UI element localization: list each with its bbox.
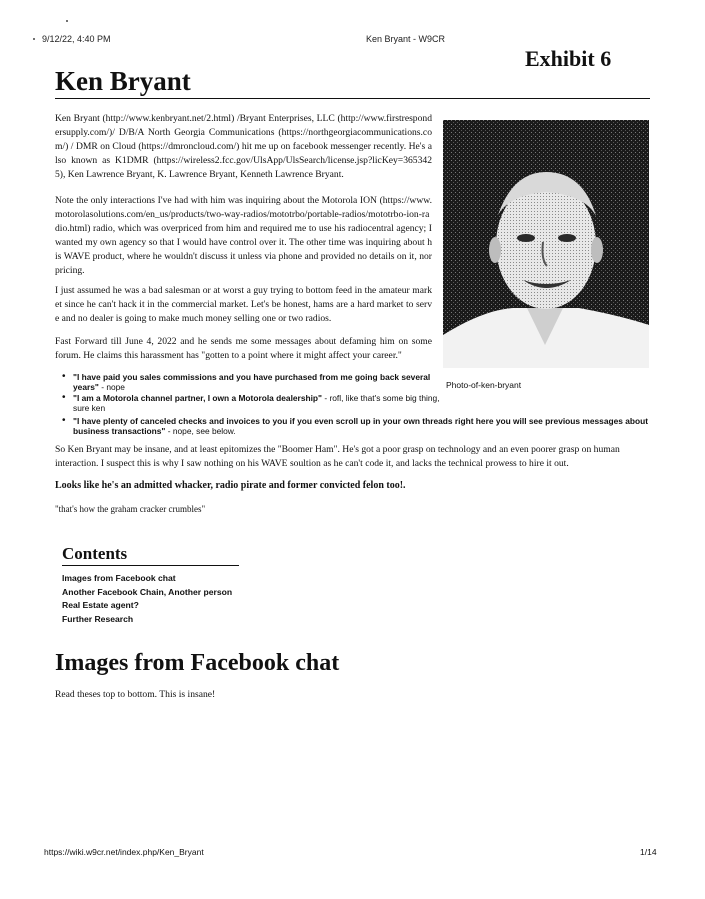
claim-quote: "I am a Motorola channel partner, I own a Motorola dealership"	[73, 393, 323, 403]
photo-caption: Photo-of-ken-bryant	[446, 380, 522, 390]
claim-quote: "I have paid you sales commissions and you have purchased from me going back several years"	[73, 372, 431, 392]
list-item	[62, 393, 450, 413]
section-text: Read theses top to bottom. This is insane!	[55, 689, 216, 700]
contents-heading: Contents	[62, 544, 128, 563]
toc-link-another-chain[interactable]: Another Facebook Chain, Another person	[62, 586, 233, 597]
print-page-title: Ken Bryant - W9CR	[366, 34, 446, 44]
claim-response: - rofl, like that's some big thing, sure ken	[73, 393, 440, 413]
toc-link-further-research[interactable]: Further Research	[62, 614, 134, 625]
list-item	[62, 372, 450, 392]
claims-list	[62, 372, 450, 414]
page-url: https://wiki.w9cr.net/index.php/Ken_Bryant	[44, 847, 204, 857]
page-number: 1/14	[640, 847, 657, 857]
portrait-photo	[443, 120, 649, 368]
intro-paragraph: Ken Bryant (http://www.kenbryant.net/2.html) /Bryant Enterprises, LLC (http://www.firstrespondersupply.com/)/ D/B/A North Georgia Communications (https://northgeorgiacommunications.com/) / DMR on Cloud (https://dmroncloud.com/) hit me up on facebook messenger recently. He's also known as K1DMR (https://wireless2.fcc.gov/UlsApp/UlsSearch/license.jsp?licKey=3653425), Ken Lawrence Bryant, K. Lawrence Bryant, Kenneth Lawrence Bryant.	[55, 113, 432, 180]
table-of-contents	[62, 572, 232, 627]
claim-response: - nope, see below.	[165, 426, 236, 436]
section-heading: Images from Facebook chat	[55, 650, 340, 676]
fast-forward-paragraph: Fast Forward till June 4, 2022 and he sends me some messages about defaming him on some forum. He claims this harassment has "gotten to a point where it might affect your career."	[55, 336, 432, 361]
scan-speck	[33, 38, 35, 40]
interaction-paragraph: Note the only interactions I've had with him was inquiring about the Motorola ION (https://www.motorolasolutions.com/en_us/products/two-way-radios/mototrbo/portable-radios/mototrbo-ion-radio.html) radio, which was overpriced from him and required me to use his radiocentral agency; I wanted my own agency so that I would have control over it. The other time was inquiring about his WAVE product, where he wouldn't discuss it unless via phone and provided no details on it, nor pricing.	[55, 195, 432, 276]
claims-list-continued	[62, 416, 652, 437]
quote-line: "that's how the graham cracker crumbles"	[55, 504, 206, 514]
boomer-ham-paragraph: So Ken Bryant may be insane, and at least epitomizes the "Boomer Ham". He's got a poor grasp on technology and an even poorer grasp on human interaction. I suspect this is why I saw nothing on his WAVE soultion as he can't code it, and lacks the technical prowess to hire it out.	[55, 444, 620, 469]
contents-divider	[62, 565, 239, 566]
exhibit-label: Exhibit 6	[525, 46, 612, 71]
claim-response: - nope	[98, 382, 125, 392]
salesman-paragraph: I just assumed he was a bad salesman or at worst a guy trying to bottom feed in the amateur market since he can't hack it in the commercial market. Let's be honest, hams are a hard market to serve and no dealer is going to make much money selling one or two radios.	[55, 285, 432, 324]
print-datetime: 9/12/22, 4:40 PM	[42, 34, 111, 44]
toc-link-facebook-chat[interactable]: Images from Facebook chat	[62, 573, 176, 583]
toc-link-real-estate[interactable]: Real Estate agent?	[62, 600, 139, 611]
page-title: Ken Bryant	[55, 66, 191, 96]
list-item	[62, 416, 652, 436]
scan-speck	[66, 20, 68, 22]
admitted-line: Looks like he's an admitted whacker, radio pirate and former convicted felon too!.	[55, 480, 406, 491]
portrait-image	[443, 120, 649, 368]
claim-quote: "I have plenty of canceled checks and invoices to you if you even scroll up in your own threads right here you will see previous messages about business transactions"	[73, 416, 649, 436]
title-divider	[55, 98, 650, 99]
